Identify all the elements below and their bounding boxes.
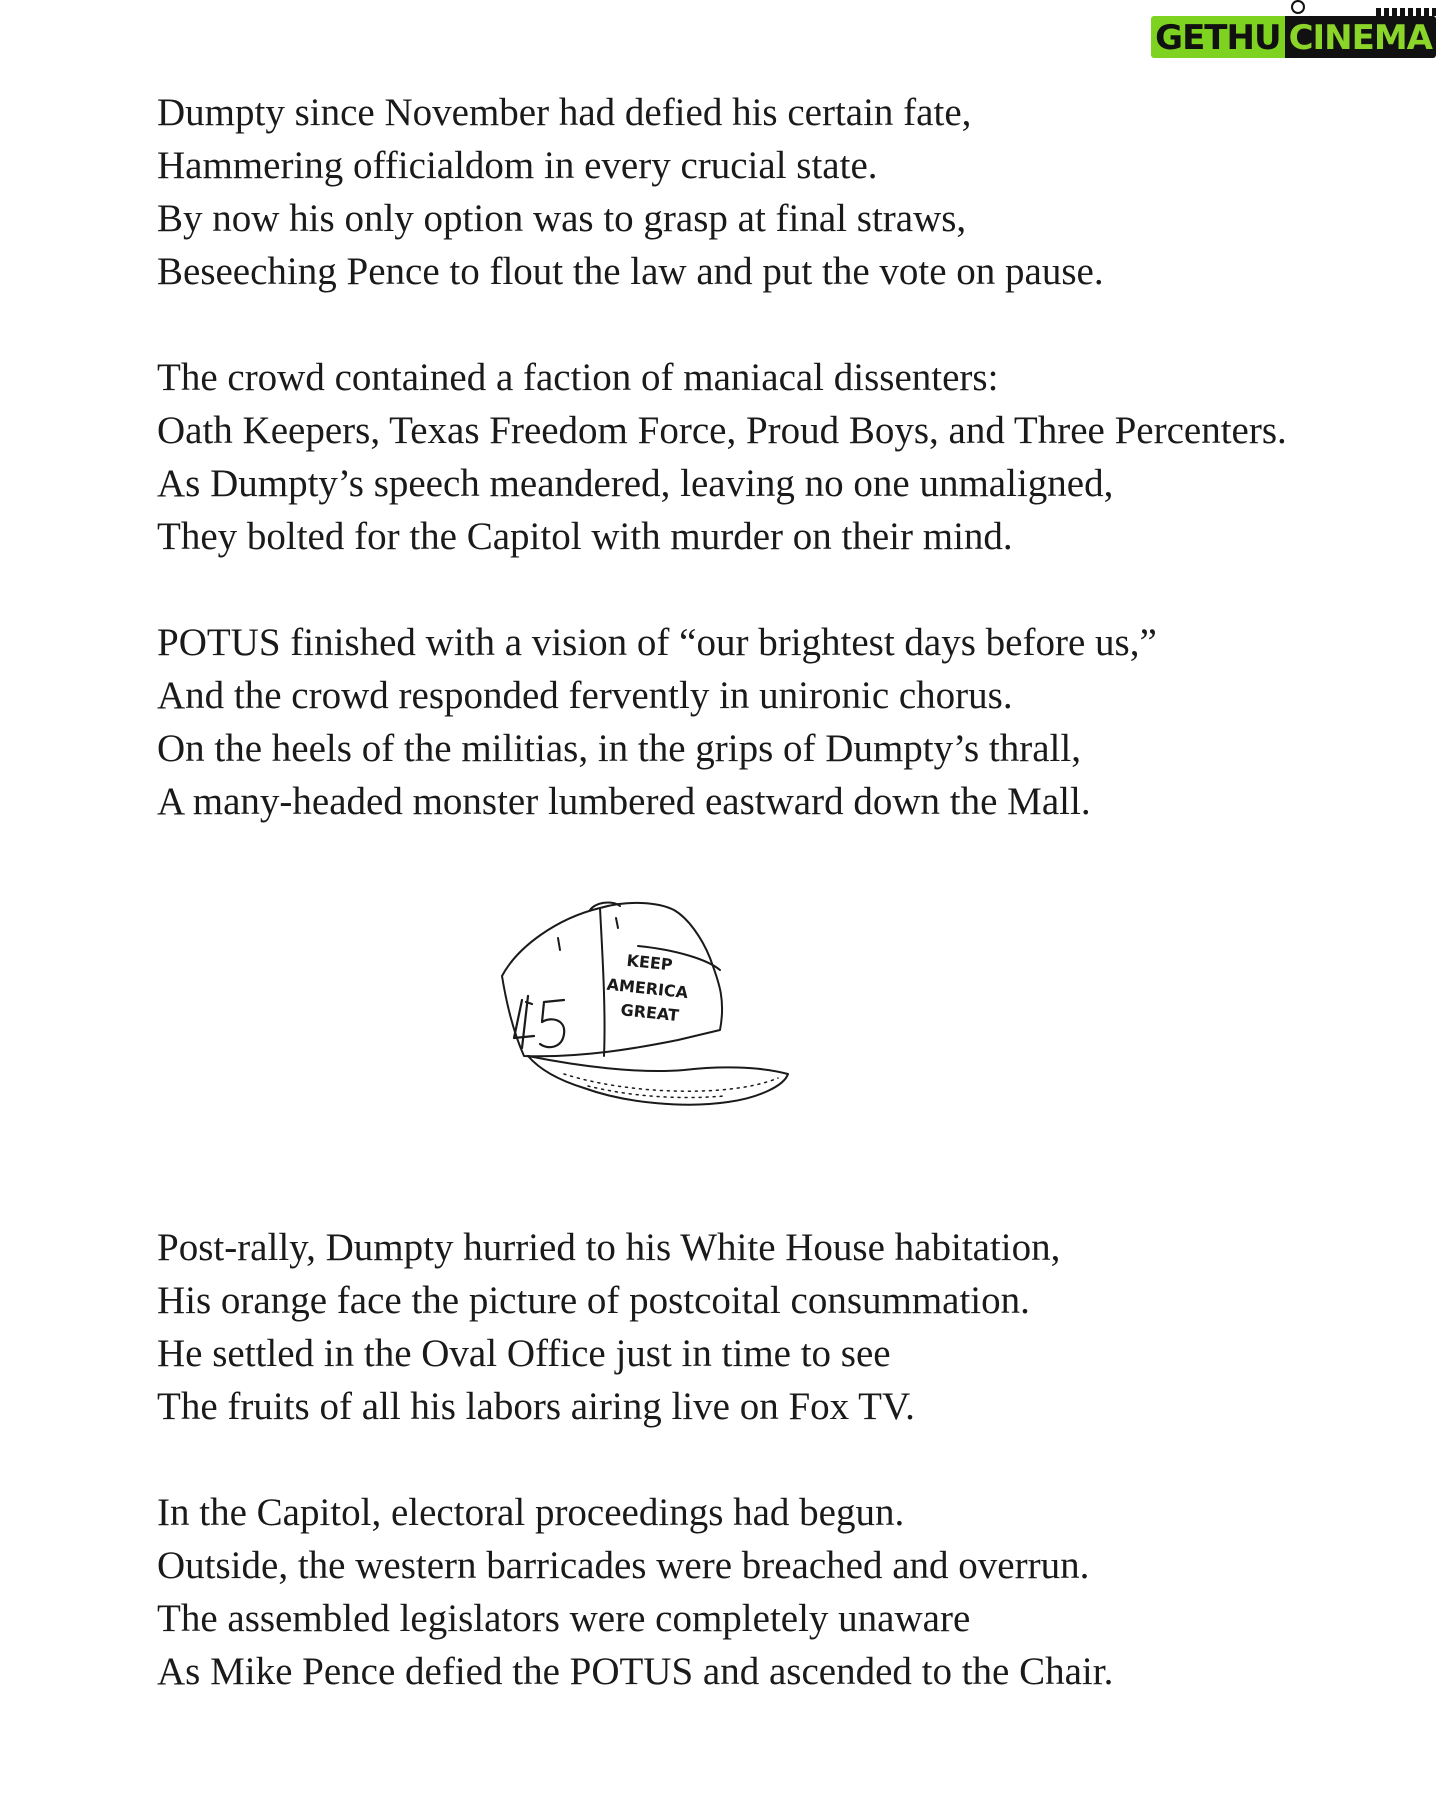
poem-continued	[157, 1221, 1357, 1698]
hat-text-great: GREAT	[619, 1000, 680, 1026]
poem-line: He settled in the Oval Office just in time to see	[157, 1332, 891, 1375]
watermark-logo	[1151, 6, 1436, 58]
poem-line: By now his only option was to grasp at final straws,	[157, 197, 967, 240]
camera-icon	[1291, 0, 1305, 14]
hat-text-keep: KEEP	[625, 950, 674, 975]
poem-line: On the heels of the militias, in the grips of Dumpty’s thrall,	[157, 727, 1081, 770]
poem-line: Oath Keepers, Texas Freedom Force, Proud Boys, and Three Percenters.	[157, 409, 1287, 452]
stanza-4	[157, 1221, 1357, 1433]
poem-line: Hammering officialdom in every crucial state.	[157, 144, 878, 187]
poem-line: In the Capitol, electoral proceedings had begun.	[157, 1491, 905, 1534]
poem-line: As Dumpty’s speech meandered, leaving no one unmaligned,	[157, 462, 1114, 505]
poem-line: The assembled legislators were completely unaware	[157, 1597, 971, 1640]
logo-text-gethu: GETHU	[1151, 16, 1284, 58]
poem-line: His orange face the picture of postcoital consummation.	[157, 1279, 1030, 1322]
hat-text-america: AMERICA	[605, 974, 689, 1003]
poem-line: Outside, the western barricades were breached and overrun.	[157, 1544, 1090, 1587]
poem-line: Beseeching Pence to flout the law and put the vote on pause.	[157, 250, 1104, 293]
poem	[157, 86, 1357, 828]
hat-brim	[528, 1056, 788, 1105]
poem-line: A many-headed monster lumbered eastward down the Mall.	[157, 780, 1091, 823]
poem-line: As Mike Pence defied the POTUS and ascended to the Chair.	[157, 1650, 1114, 1693]
stanza-5	[157, 1486, 1357, 1698]
poem-line: Post-rally, Dumpty hurried to his White House habitation,	[157, 1226, 1061, 1269]
stanza-3	[157, 616, 1357, 828]
logo-text-cinema-label: CINEMA	[1288, 18, 1432, 58]
stanza-2	[157, 351, 1357, 563]
poem-line: POTUS finished with a vision of “our brightest days before us,”	[157, 621, 1157, 664]
stanza-1	[157, 86, 1357, 298]
poem-line: And the crowd responded fervently in unironic chorus.	[157, 674, 1013, 717]
logo-text-cinema	[1285, 16, 1436, 58]
poem-line: Dumpty since November had defied his certain fate,	[157, 91, 972, 134]
hat-seam	[600, 908, 605, 1056]
poem-line: They bolted for the Capitol with murder on their mind.	[157, 515, 1013, 558]
poem-line: The crowd contained a faction of maniacal dissenters:	[157, 356, 999, 399]
film-strip-icon	[1376, 8, 1436, 16]
maga-hat-illustration	[488, 898, 798, 1118]
poem-line: The fruits of all his labors airing live on Fox TV.	[157, 1385, 915, 1428]
